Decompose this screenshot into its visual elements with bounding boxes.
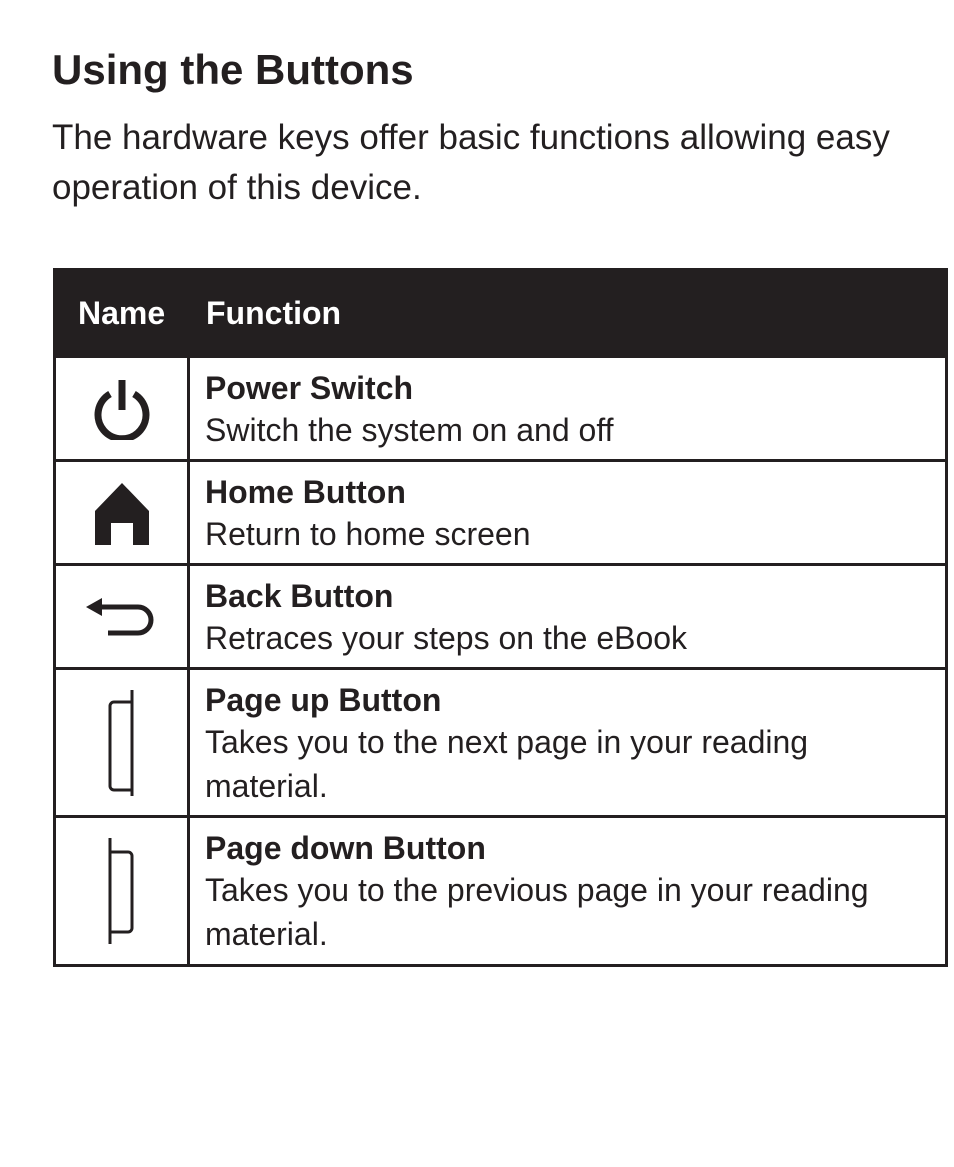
table-row (56, 459, 945, 563)
intro-line: operation of this device. (52, 168, 422, 207)
function-cell (190, 358, 945, 459)
table-row (56, 355, 945, 459)
function-title: Home Button (205, 474, 406, 510)
power-icon (92, 378, 152, 440)
table-header (56, 271, 945, 355)
function-description: Return to home screen (205, 516, 531, 552)
icon-cell (56, 358, 190, 459)
header-function: Function (206, 294, 342, 331)
table-row (56, 815, 945, 964)
function-description: Takes you to the next page in your reading (205, 724, 809, 760)
function-cell (190, 818, 945, 964)
intro-line: The hardware keys offer basic functions allowing easy (52, 118, 890, 157)
function-title: Page down Button (205, 830, 486, 866)
icon-cell (56, 566, 190, 667)
home-icon (93, 481, 151, 545)
function-title: Power Switch (205, 370, 414, 406)
back-arrow-icon (84, 596, 160, 638)
function-title: Back Button (205, 578, 394, 614)
icon-cell (56, 462, 190, 563)
function-cell (190, 462, 945, 563)
function-cell (190, 670, 945, 815)
buttons-table (53, 268, 948, 967)
page-title: Using the Buttons (52, 46, 414, 93)
page-down-key-icon (102, 836, 142, 946)
function-description: material. (205, 916, 328, 952)
icon-cell (56, 818, 190, 964)
table-row (56, 667, 945, 815)
header-name: Name (78, 294, 166, 331)
function-description: Retraces your steps on the eBook (205, 620, 688, 656)
function-title: Page up Button (205, 682, 442, 718)
intro-paragraph (52, 113, 952, 213)
function-description: Takes you to the previous page in your reading (205, 872, 869, 908)
function-description: material. (205, 768, 328, 804)
table-row (56, 563, 945, 667)
function-cell (190, 566, 945, 667)
page-up-key-icon (102, 688, 142, 798)
function-description: Switch the system on and off (205, 412, 614, 448)
icon-cell (56, 670, 190, 815)
